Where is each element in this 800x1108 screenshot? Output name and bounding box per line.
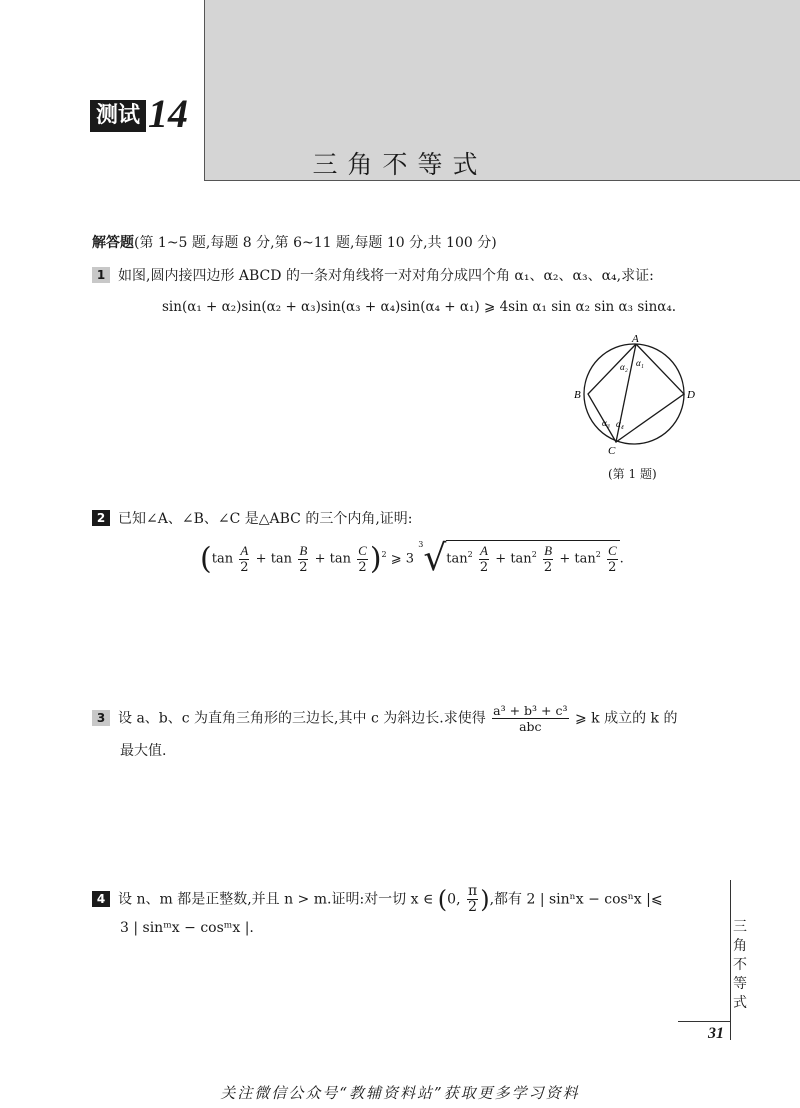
frac-a-den: 2 <box>240 560 249 575</box>
frac-a-2 <box>239 543 249 575</box>
test-number: 14 <box>148 91 189 136</box>
question-3-text-before: 设 a、b、c 为直角三角形的三边长,其中 c 为斜边长.求使得 <box>118 710 486 727</box>
frac-c-den: 2 <box>358 560 367 575</box>
rad-b-den: 2 <box>543 560 553 575</box>
rad-a-den: 2 <box>479 560 489 575</box>
question-2 <box>92 505 413 533</box>
section-heading <box>92 232 497 252</box>
interval-left: 0, <box>447 891 461 908</box>
footer-watermark: 关注微信公众号“教辅资料站”获取更多学习资料 <box>220 1084 580 1102</box>
paren-right: ) <box>369 541 382 577</box>
question-2-text: 已知∠A、∠B、∠C 是△ABC 的三个内角,证明: <box>118 511 413 527</box>
interval-close-paren: ) <box>480 885 490 914</box>
sidebar-label: 三角不等式 <box>733 919 747 1011</box>
root-index: 3 <box>418 540 424 549</box>
question-3-line2: 最大值. <box>120 743 167 759</box>
frac-b-3 <box>543 543 553 575</box>
label-alpha4: α₄ <box>616 419 624 429</box>
frac-b-den: 2 <box>299 560 308 575</box>
two: 2 <box>468 899 478 915</box>
sq-a: 2 <box>467 550 473 560</box>
label-b: B <box>574 389 581 401</box>
frac-denominator: abc <box>519 719 542 734</box>
rad-c-den: 2 <box>608 560 617 575</box>
question-4-line2: 3 | sinᵐx − cosᵐx |. <box>120 920 254 936</box>
question-4-text-before: 设 n、m 都是正整数,并且 n > m.证明:对一切 x ∈ <box>118 891 434 908</box>
rad-b-num: B <box>544 543 553 558</box>
page-number: 31 <box>678 1021 730 1045</box>
question-3 <box>92 703 677 734</box>
tan-5: tan <box>510 551 532 567</box>
frac-c-2 <box>357 543 368 575</box>
sq-b: 2 <box>531 550 537 560</box>
header-gray-box <box>204 0 800 181</box>
label-a: A <box>632 333 639 345</box>
section-heading-bold: 解答题 <box>92 235 134 251</box>
pi-over-two <box>467 884 478 915</box>
test-label-text: 测试 <box>90 100 146 132</box>
plus-2: + <box>314 551 326 567</box>
period-2: . <box>619 551 624 567</box>
question-4 <box>92 884 663 915</box>
paren-left: ( <box>200 541 212 577</box>
radicand <box>446 540 619 575</box>
square-exponent: 2 <box>381 550 387 560</box>
frac-c-3 <box>607 543 618 575</box>
question-4-text-after: ,都有 2 | sinⁿx − cosⁿx |⩽ <box>489 891 663 908</box>
frac-c-num: C <box>358 543 367 558</box>
frac-numerator: a³ + b³ + c³ <box>493 703 568 718</box>
test-label <box>90 91 189 136</box>
tan-6: tan <box>574 551 596 567</box>
question-1-text: 如图,圆内接四边形 ABCD 的一条对角线将一对对角分成四个角 α₁、α₂、α₃、α₄,求证: <box>118 268 654 284</box>
label-d: D <box>687 389 695 401</box>
tan-3: tan <box>329 551 352 567</box>
rad-c-num: C <box>607 543 617 558</box>
frac-a-3 <box>479 543 489 575</box>
quadrilateral-figure <box>568 330 700 458</box>
page-title: 三角不等式 <box>312 150 488 179</box>
sq-c: 2 <box>595 550 601 560</box>
tan-2: tan <box>270 551 293 567</box>
sidebar-rule <box>730 880 731 1040</box>
label-alpha3: α₃ <box>602 418 610 428</box>
geq-three: ⩾ 3 <box>390 551 415 567</box>
question-1-formula: sin(α₁ + α₂)sin(α₂ + α₃)sin(α₃ + α₄)sin(α₄ + α₁) ⩾ 4sin α₁ sin α₂ sin α₃ sinα₄. <box>162 299 677 315</box>
question-number-4: 4 <box>92 891 110 907</box>
frac-b-2 <box>298 543 308 575</box>
radical-sign: √ <box>423 538 447 579</box>
figure-caption: (第 1 题) <box>608 467 657 481</box>
pi: π <box>467 883 478 899</box>
label-c: C <box>608 445 616 457</box>
frac-a-num: A <box>240 543 249 558</box>
tan-4: tan <box>446 551 468 567</box>
question-2-formula <box>200 540 624 578</box>
question-1 <box>92 262 654 290</box>
label-alpha2: α₂ <box>620 362 628 372</box>
question-number-1: 1 <box>92 267 110 283</box>
question-number-2: 2 <box>92 510 110 526</box>
rad-a-num: A <box>480 543 488 558</box>
question-3-fraction <box>492 703 568 734</box>
plus-3: + <box>495 551 507 567</box>
interval-open-paren: ( <box>437 885 448 914</box>
question-3-text-after: ⩾ k 成立的 k 的 <box>574 710 678 727</box>
plus-1: + <box>255 551 267 567</box>
question-number-3: 3 <box>92 710 110 726</box>
cube-root <box>418 540 619 578</box>
label-alpha1: α₁ <box>636 358 644 368</box>
plus-4: + <box>559 551 571 567</box>
tan-1: tan <box>211 551 234 567</box>
section-heading-rest: (第 1~5 题,每题 8 分,第 6~11 题,每题 10 分,共 100 分) <box>134 235 497 251</box>
frac-b-num: B <box>299 543 308 558</box>
